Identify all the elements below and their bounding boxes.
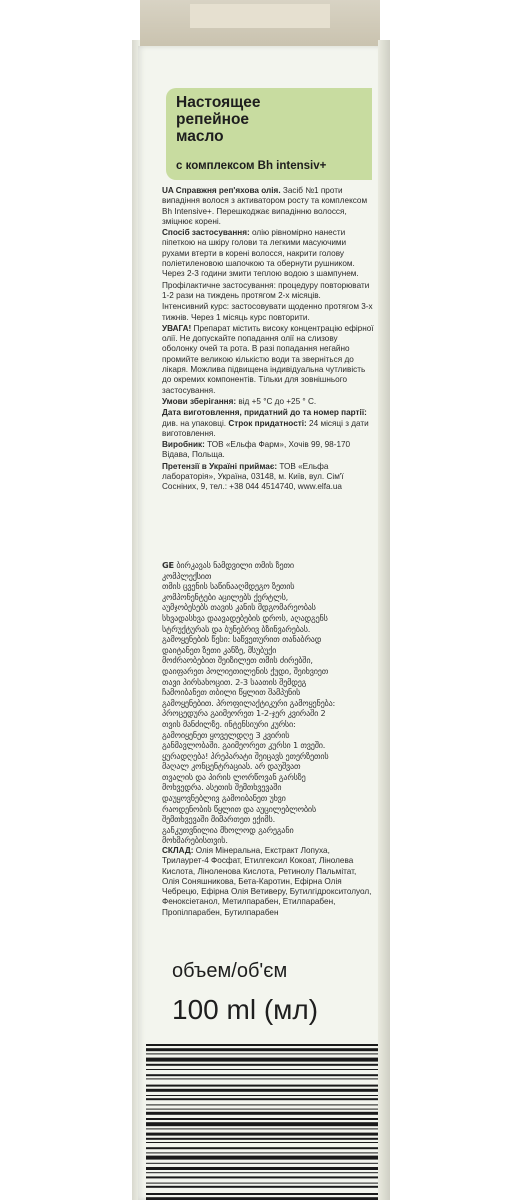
box-top-tab xyxy=(190,4,330,28)
usage-heading: Спосіб застосування: xyxy=(162,228,250,238)
barcode-bar xyxy=(146,1058,378,1062)
barcode-bar xyxy=(146,1098,378,1100)
barcode-bar xyxy=(146,1048,378,1051)
barcode-bar xyxy=(146,1112,378,1115)
box-top-flap xyxy=(140,0,380,48)
ua-intro-bold: UA Справжня реп'яхова олія. xyxy=(162,186,281,195)
title-line: репейное xyxy=(176,111,250,128)
barcode-bar xyxy=(146,1109,378,1110)
volume-label: объем/об'єм xyxy=(172,960,288,982)
ingredients xyxy=(162,846,374,918)
ge-line: მაღალ კონცენტრაციას. არ დაუშვათ xyxy=(162,761,301,772)
ge-line: დაიტანეთ ზეთი კანზე, მსუბუქი xyxy=(162,644,277,655)
ge-line: შემთხვევაში მიმართეთ ექიმს. xyxy=(162,814,275,825)
box-right-edge xyxy=(378,40,390,1200)
ge-line: თავი პირსახოცით. 2-3 საათის შემდეგ xyxy=(162,676,307,687)
term-heading: Строк придатності: xyxy=(228,418,307,428)
product-subtitle: с комплексом Bh intensiv+ xyxy=(176,160,327,172)
ge-line: მოხმარებისთვის. xyxy=(162,835,228,846)
intensive-text: Інтенсивний курс: застосовувати щоденно протягом 3-х тижнів. Через 1 місяць курс повторити. xyxy=(162,302,373,322)
ingredients-text: Олія Мінеральна, Екстракт Лопуха, Трилаурет-4 Фосфат, Етилгексил Кокоат, Лінолева Кислота, Ліноленова Кислота, Ретинолу Пальмітат, Олія Соняшникова, Бета-Каротин, Ефірна Олія Чебрецю, Ефірна Олія Ветиверу, Бутилгідрокситолуол, Феноксіетанол, Метилпарабен, Етилпарабен, Пропілпарабен, Бутилпарабен xyxy=(162,846,372,917)
ge-line: პროცედურა გაიმეორეთ 1-2-ჯერ კვირაში 2 xyxy=(162,708,326,719)
ge-line: გამოიყენეთ ყოველდღე 3 კვირის xyxy=(162,729,290,740)
usage-text: олію рівномірно нанести піпеткою на шкіру голови та легкими масуючими рухами втерти в корені волосся, накрити голову поліетиленовою шапочкою та обернути рушником. Через 2-3 години змити теплою водою з шампунем. xyxy=(162,228,359,279)
barcode-bar xyxy=(146,1156,378,1160)
date-text: див. на упаковці. xyxy=(162,418,229,428)
barcode-bar xyxy=(146,1074,378,1076)
ua-intro-text: Засіб №1 проти випадіння волося з активатором росту та комплексом Bh Intensive+. Перешкоджає випадінню волосся, зміцнює корені. xyxy=(162,186,368,226)
term-text: 24 місяці з дати виготовлення. xyxy=(162,418,369,438)
ge-line: გამოყენებით. პროფილაქტიკური გამოყენება: xyxy=(162,697,336,708)
ge-line: ყურადღება! პრეპარატი შეიცავს ეთერზეთის xyxy=(162,750,329,761)
barcode-bar xyxy=(146,1183,378,1184)
ge-prefix: GE xyxy=(162,560,174,570)
ge-line: ბირკავას ნამდვილი თმის ზეთი xyxy=(173,560,294,570)
barcode-bar xyxy=(146,1152,378,1153)
maker-text: ТОВ «Ельфа Фарм», Хочів 99, 98-170 Відава, Польща. xyxy=(162,440,351,460)
barcode-bar xyxy=(146,1128,378,1129)
warning-text: Препарат містить високу концентрацію ефірної олії. Не допускайте попадання олії на слизову оболонку очей та рота. В разі попадання негайно промийте великою кількістю води та зверніться до лікаря. Можлива підвищена індивідуальна чутливість до окремих компонентів. Тільки для зовнішнього застосування. xyxy=(162,323,374,395)
ge-description xyxy=(162,560,372,846)
ge-line: მოძრაობებით შეიზილეთ თმის ძირებში, xyxy=(162,655,313,666)
barcode-bar xyxy=(146,1147,378,1149)
ge-line: სხვადასხვა დაავადებების დროს, აღადგენს xyxy=(162,612,328,623)
barcode-bar xyxy=(146,1089,378,1092)
product-title xyxy=(176,94,260,145)
barcode-bar xyxy=(146,1186,378,1188)
ua-description xyxy=(162,186,374,494)
barcode-bar xyxy=(146,1176,378,1178)
ingredients-heading: СКЛАД: xyxy=(162,846,194,855)
ge-line: თვალის და პირის ლორწოვან გარსზე xyxy=(162,771,306,782)
barcode-bar xyxy=(146,1193,378,1195)
barcode-bar xyxy=(146,1138,378,1140)
ge-line: დაიფარეთ პოლიეთილენის ქუდი, შეიხვიეთ xyxy=(162,665,329,676)
barcode-bar xyxy=(146,1118,378,1120)
prevent-text: Профілактичне застосування: процедуру повторювати 1-2 рази на тиждень протягом 2-х місяців. xyxy=(162,280,370,300)
title-line: масло xyxy=(176,128,224,145)
barcode-bar xyxy=(146,1064,378,1066)
maker-heading: Виробник: xyxy=(162,440,205,450)
ge-line: ჩამოიბანეთ თბილი წყლით შამპუნის xyxy=(162,687,301,698)
title-line: Настоящее xyxy=(176,94,261,111)
storage-text: від +5 °С до +25 ° С. xyxy=(236,396,317,406)
warning-heading: УВАГА! xyxy=(162,323,192,333)
volume-amount: 100 ml (мл) xyxy=(172,994,319,1025)
barcode-bar xyxy=(146,1069,378,1070)
ge-line: თმის ცვენის საწინააღმდეგო ზეთის xyxy=(162,581,295,592)
ge-line: კომპლექსით xyxy=(162,570,212,581)
ge-line: გამოყენების წესი: საწვეთურით თანაბრად xyxy=(162,634,322,645)
barcode-bar xyxy=(146,1163,378,1164)
barcode-bar xyxy=(146,1104,378,1105)
ge-line: დაუყოვნებლივ გამოიბანეთ უხვი xyxy=(162,793,286,804)
barcode-bar xyxy=(146,1053,378,1054)
claims-heading: Претензії в Україні приймає: xyxy=(162,461,278,471)
ge-line: აუმჯობესებს თავის კანის მდგომარეობას xyxy=(162,602,316,613)
ge-line: კომპონენტები აცილებს ქერტლს, xyxy=(162,591,289,602)
barcode xyxy=(146,1040,378,1200)
claims-text: ТОВ «Ельфа лабораторія», Україна, 03148, м. Київ, вул. Сім'ї Сосніних, 9, тел.: +38 044 4514740, www.elfa.ua xyxy=(162,461,344,492)
barcode-bar xyxy=(146,1133,378,1136)
barcode-bar xyxy=(146,1044,378,1046)
ge-line: განკუთვნილია მხოლოდ გარეგანი xyxy=(162,824,294,835)
storage-heading: Умови зберігання: xyxy=(162,396,237,406)
barcode-bar xyxy=(146,1122,378,1126)
barcode-bar xyxy=(146,1172,378,1173)
ge-line: რაოდენობის წყლით და აუცილებლობის xyxy=(162,803,317,814)
barcode-bar xyxy=(146,1142,378,1143)
barcode-bar xyxy=(146,1085,378,1087)
barcode-bar xyxy=(146,1078,378,1079)
date-heading: Дата виготовлення, придатний до та номер партії: xyxy=(162,408,367,418)
ge-line: მოხვედრა. ასეთის შემთხვევაში xyxy=(162,782,282,793)
ge-line: თვის მანძილზე. ინტენსიური კურსი: xyxy=(162,718,296,729)
ge-line: სტრუქტურას და ბუნებრივ ბზინვარებას. xyxy=(162,623,311,634)
barcode-bar xyxy=(146,1167,378,1170)
barcode-bar xyxy=(146,1095,378,1096)
ge-line: განმავლობაში. გაიმეორეთ კურსი 1 თვეში. xyxy=(162,740,326,751)
